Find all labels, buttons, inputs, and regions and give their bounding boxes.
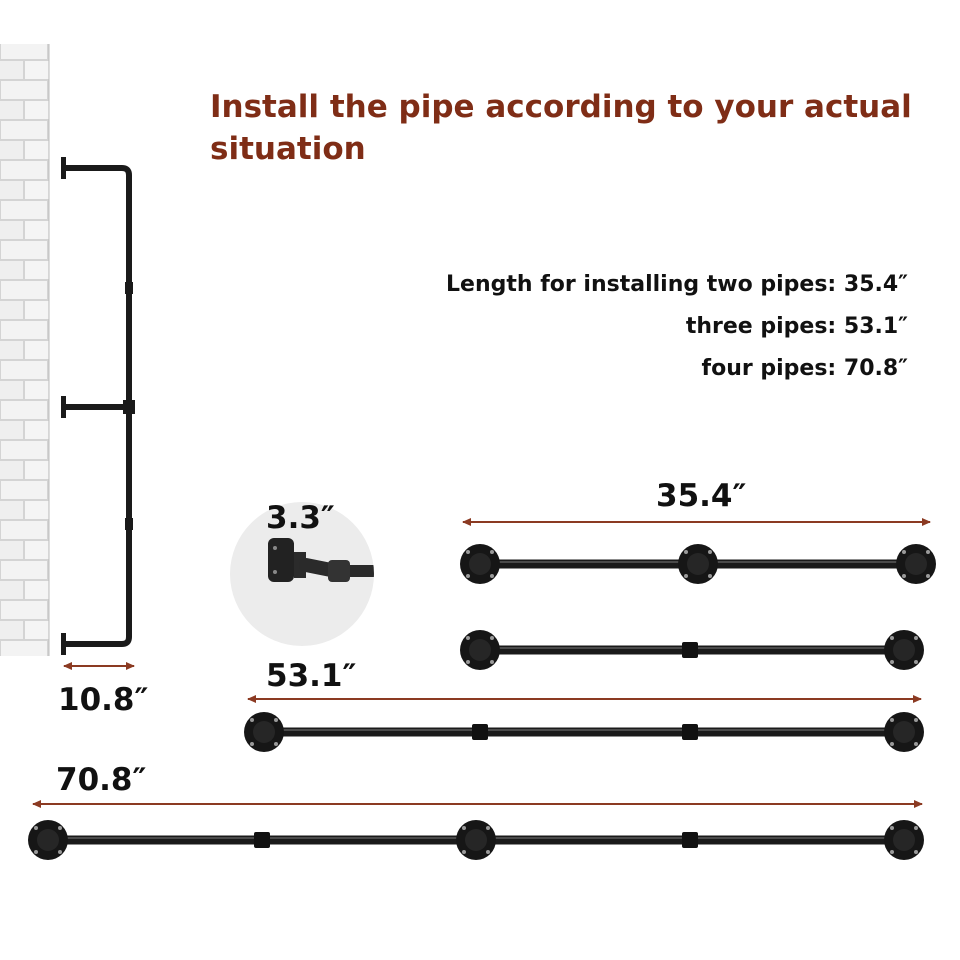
page-heading: Install the pipe according to your actual situation bbox=[210, 89, 912, 167]
spec-three-pipes: three pipes: 53.1″ bbox=[685, 314, 908, 339]
spec-four-pipes: four pipes: 70.8″ bbox=[701, 356, 908, 381]
three-pipes-label: 53.1″ bbox=[266, 658, 357, 694]
flange-label: 3.3″ bbox=[266, 500, 335, 536]
two-pipe-rack bbox=[460, 544, 936, 584]
side-view-pipe bbox=[61, 157, 135, 655]
four-pipes-label: 70.8″ bbox=[56, 762, 147, 798]
two-pipe-rack-alt bbox=[460, 630, 924, 670]
brick-wall bbox=[0, 44, 49, 656]
depth-label: 10.8″ bbox=[58, 682, 149, 718]
three-pipe-rack bbox=[244, 712, 924, 752]
spec-two-pipes: Length for installing two pipes: 35.4″ bbox=[446, 272, 908, 297]
four-pipe-rack bbox=[28, 820, 924, 860]
two-pipes-label: 35.4″ bbox=[656, 478, 747, 514]
